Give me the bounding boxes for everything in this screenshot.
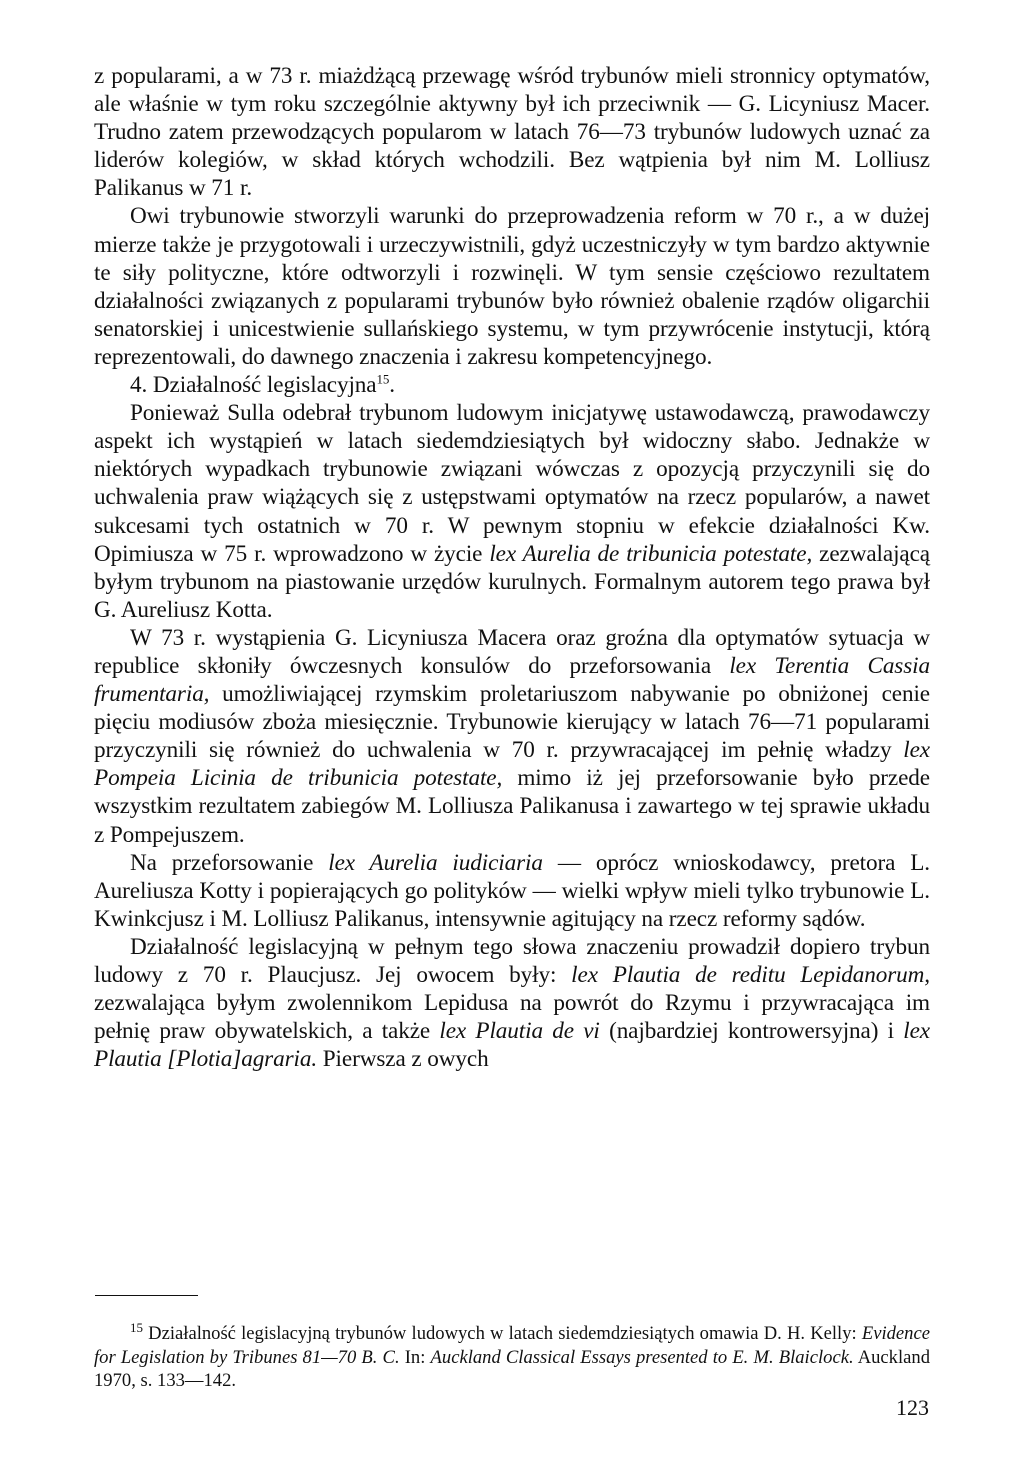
paragraph — [94, 933, 930, 1073]
footnote-separator — [95, 1295, 198, 1296]
text-run: mimo iż jej przeforsowanie było przede wszystkim rezultatem zabiegów M. Lolliusza Palikanusa i zawartego w tej sprawie układu z Pompejuszem. — [94, 765, 930, 848]
text-run: z popularami, a w 73 r. miażdżącą przewagę wśród trybunów mieli stronnicy optymatów, ale właśnie w tym roku szczególnie aktywny był ich przeciwnik — G. Licyniusz Macer. Trudno zatem przewodzących popularom w latach 76—73 trybunów ludowych uznać za liderów kolegiów, w skład których wchodzili. Bez wątpienia był nim M. Lolliusz Palikanus w 71 r. — [94, 63, 930, 202]
text-run: Owi trybunowie stworzyli warunki do przeprowadzenia reform w 70 r., a w dużej mierze także je przygotowali i urzeczywistnili, gdyż uczestniczyły w tym bardzo aktywnie te siły polityczne, które odtworzyli i rozwinęli. W tym sensie częściowo rezultatem działalności związanych z popularami trybunów było również obalenie rządów oligarchii senatorskiej i unicestwienie sullańskiego systemu, w tym przywrócenie instytucji, którą reprezentowali, do dawnego znaczenia i zakresu kompetencyjnego. — [94, 203, 930, 370]
page-number: 123 — [896, 1395, 929, 1420]
text-run: umożliwiającej rzymskim proletariuszom nabywanie po obniżonej cenie pięciu modiusów zboża miesięcznie. Trybunowie kierujący w latach 76—71 popularami przyczynili się również do uchwalenia w 70 r. przywracającej im pełnię władzy — [94, 681, 930, 764]
footnote — [94, 1319, 930, 1393]
footnote-text — [94, 1319, 930, 1393]
text-run: (najbardziej kontrowersyjna) i — [599, 1018, 904, 1045]
text-run: Działalność legislacyjną trybunów ludowych w latach siedemdziesiątych omawia D. H. Kelly: — [143, 1323, 862, 1344]
text-run: W 73 r. wystąpienia G. Licyniusza Macera oraz groźna dla optymatów sytuacja w republice skłoniły ówczesnych konsulów do przeforsowania — [94, 624, 930, 679]
text-run: — oprócz wnioskodawcy, pretora L. Aureliusza Kotty i popierających go polityków — wielki wpływ mieli tylko trybunowie L. Kwinkcjusz i M. Lolliusz Palikanus, intensywnie agitujący na rzecz reformy sądów. — [94, 849, 931, 932]
text-run: . — [389, 372, 395, 399]
italic-text-run: lex Plautia [Plotia]agraria. — [94, 1018, 930, 1073]
paragraph — [94, 62, 930, 202]
paragraph — [94, 399, 930, 624]
italic-text-run: lex Plautia de vi — [439, 1018, 600, 1045]
text-run: Pierwsza z owych — [317, 1046, 489, 1073]
text-run: 4. Działalność legislacyjna — [130, 372, 377, 399]
text-run: Działalność legislacyjną w pełnym tego słowa znaczeniu prowadził dopiero trybun ludowy z 70 r. Plaucjusz. Jej owocem były: — [94, 933, 930, 988]
text-run: Ponieważ Sulla odebrał trybunom ludowym inicjatywę ustawodawczą, prawodawczy aspekt ich wystąpień w latach siedemdziesiątych był widoczny słabo. Jednakże w niektórych wypadkach trybunowie związani wówczas z opozycją przyczynili się do uchwalenia praw wiążących się z ustępstwami optymatów na rzecz popularów, a nawet sukcesami tych ostatnich w 70 r. W pewnym stopniu w efekcie działalności Kw. Opimiusza w 75 r. wprowadzono w życie — [94, 400, 930, 567]
italic-text-run: lex Plautia de reditu Lepidanorum, — [571, 962, 930, 988]
text-run: In: — [399, 1346, 431, 1368]
italic-text-run: lex Aurelia iudiciaria — [328, 849, 543, 876]
italic-text-run: lex Terentia Cassia frumentaria, — [94, 652, 930, 708]
footnote-reference: 15 — [130, 1319, 143, 1335]
italic-text-run: Evidence for Legislation by Tribunes 81—70 B. C. — [94, 1323, 930, 1368]
paragraph — [94, 624, 930, 849]
text-run: Auckland 1970, s. 133—142. — [94, 1346, 930, 1391]
text-run: zezwalająca byłym zwolennikom Lepidusa na powrót do Rzymu i przywracająca im pełnię praw obywatelskich, a także — [94, 990, 930, 1045]
italic-text-run: Auckland Classical Essays presented to E. M. Blaiclock. — [430, 1346, 854, 1368]
paragraph — [94, 202, 930, 371]
footnote-reference: 15 — [376, 371, 390, 387]
text-run: zezwalającą byłym trybunom na piastowanie urzędów kurulnych. Formalnym autorem tego prawa był G. Aureliusz Kotta. — [94, 540, 930, 623]
paragraph — [94, 371, 930, 399]
text-run: Na przeforsowanie — [130, 849, 329, 876]
italic-text-run: lex Pompeia Licinia de tribunicia potestate, — [94, 737, 930, 792]
main-text — [94, 62, 930, 1073]
paragraph — [94, 849, 930, 933]
italic-text-run: lex Aurelia de tribunicia potestate, — [489, 540, 813, 567]
